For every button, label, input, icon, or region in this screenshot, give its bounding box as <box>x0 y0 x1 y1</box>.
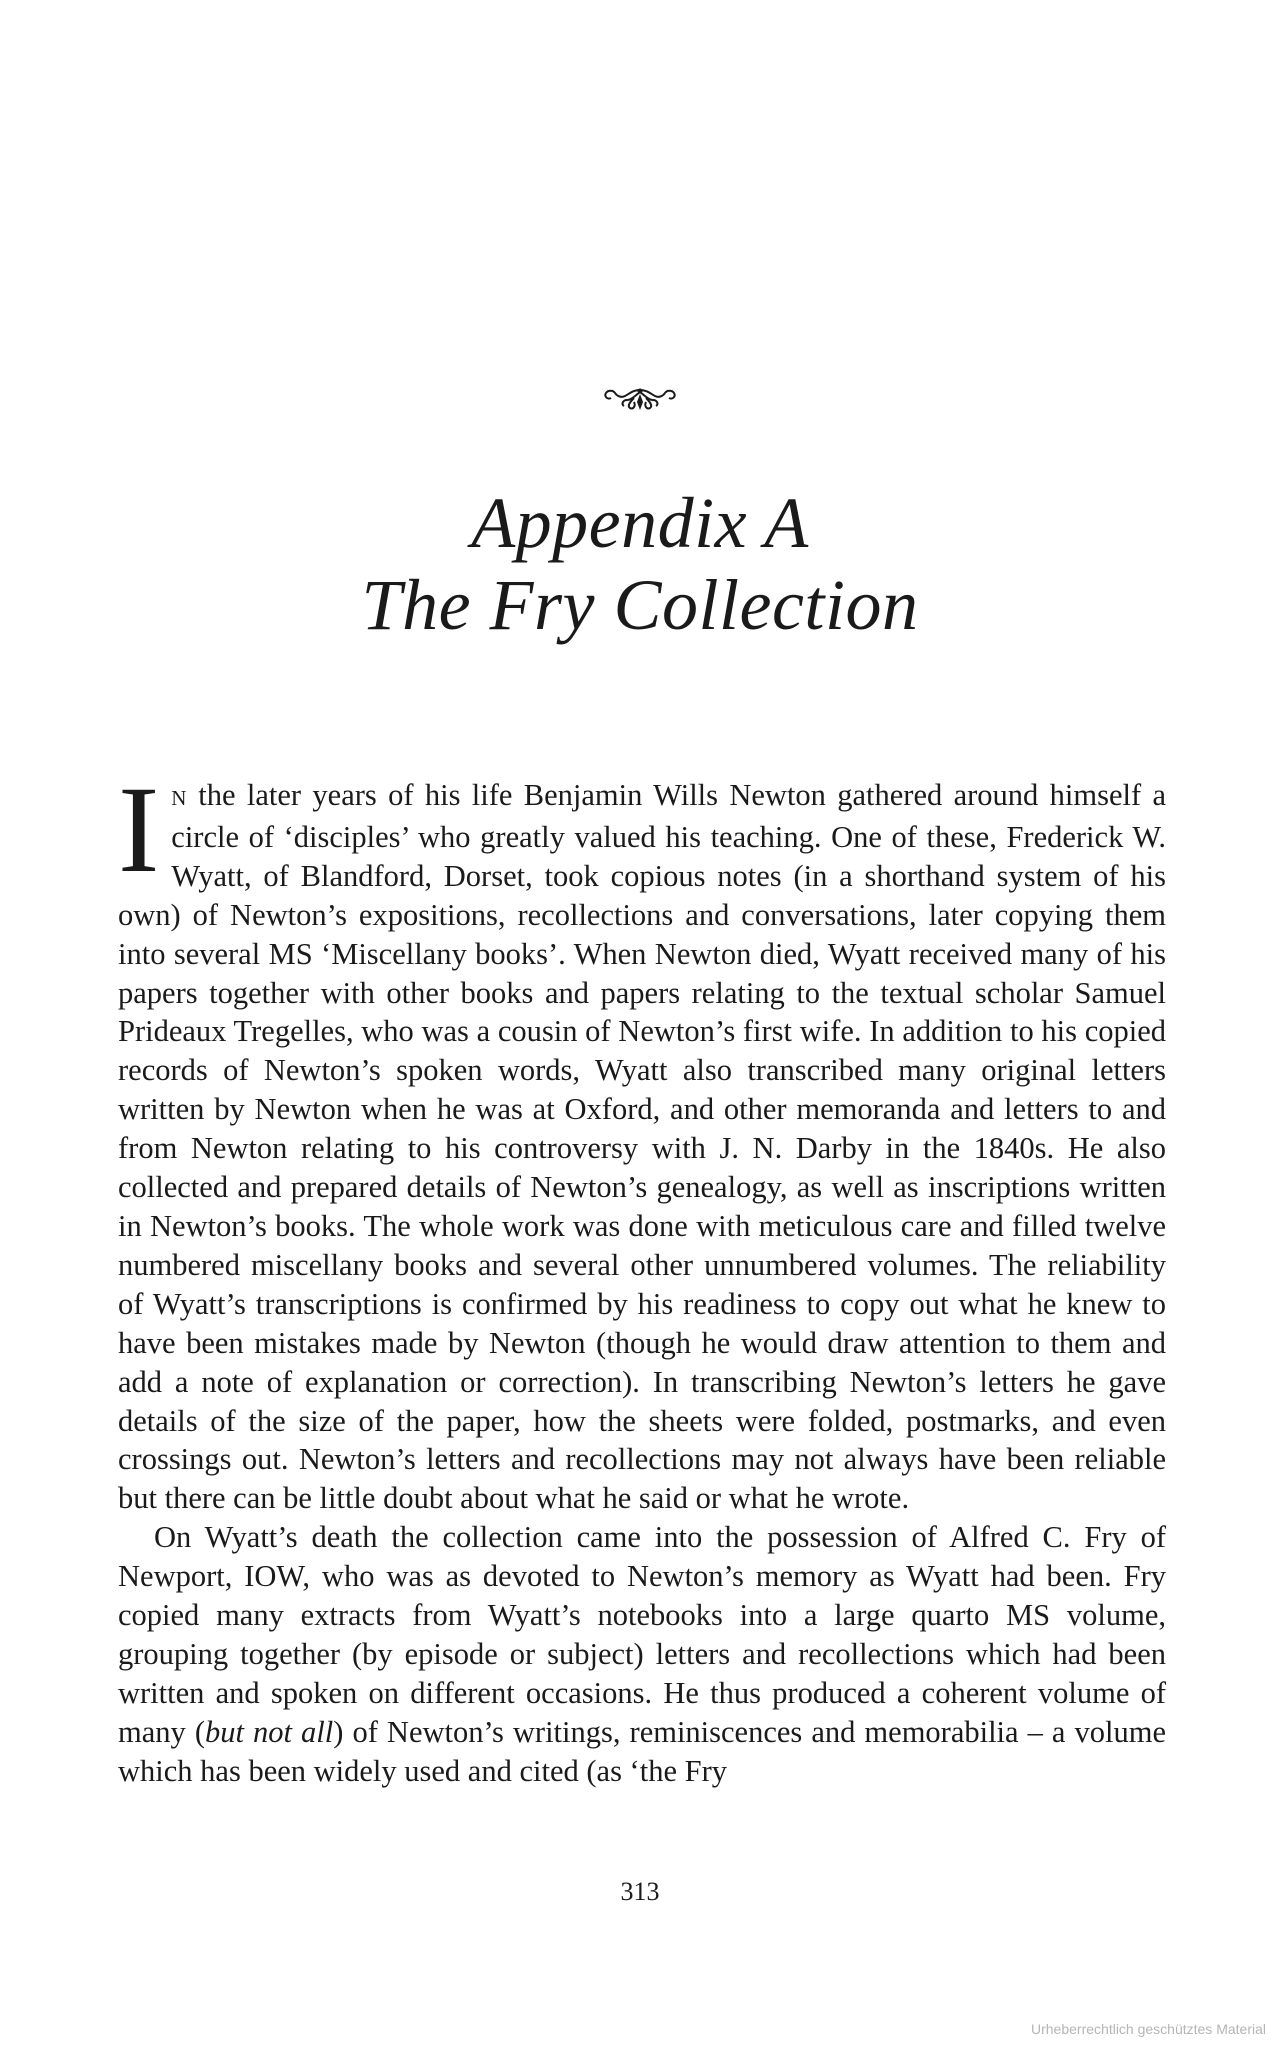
body-text <box>118 761 1167 1791</box>
paragraph-2-emphasis: but not all <box>204 1714 334 1749</box>
lead-smallcaps: N <box>171 786 187 810</box>
title-line-1: Appendix A <box>471 483 809 563</box>
paragraph-1 <box>118 761 1166 1518</box>
drop-cap: I <box>118 761 160 898</box>
chapter-ornament <box>0 386 1280 417</box>
copyright-watermark: Urheberrechtlich geschütztes Material <box>1031 2021 1266 2037</box>
page-number: 313 <box>620 1877 660 1906</box>
page-title <box>0 482 1280 646</box>
paragraph-2-text-before: On Wyatt’s death the collection came into the possession of Alfred C. Fry of Newport, IOW, who was as devoted to Newton’s memory as Wyatt had been. Fry copied many extracts from Wyatt’s notebooks into a large quarto MS volume, grouping together (by episode or subject) letters and recollections which had been written and spoken on different occasions. He thus produced a coherent volume of many ( <box>118 1520 1166 1749</box>
paragraph-1-text: the later years of his life Benjamin Wills Newton gathered around himself a circle of ‘disciples’ who greatly valued his teaching. One of these, Frederick W. Wyatt, of Blandford, Dorset, took copious notes (in a shorthand system of his own) of Newton’s expositions, recollections and conversations, later copying them into several MS ‘Miscellany books’. When Newton died, Wyatt received many of his papers together with other books and papers relating to the textual scholar Samuel Prideaux Tregelles, who was a cousin of Newton’s first wife. In addition to his copied records of Newton’s spoken words, Wyatt also transcribed many original letters written by Newton when he was at Oxford, and other memoranda and letters to and from Newton relating to his controversy with J. N. Darby in the 1840s. He also collected and prepared details of Newton’s genealogy, as well as inscriptions written in Newton’s books. The whole work was done with meticulous care and filled twelve numbered miscellany books and several other unnumbered volumes. The reliability of Wyatt’s transcriptions is confirmed by his readiness to copy out what he knew to have been mistakes made by Newton (though he would draw attention to them and add a note of explanation or correction). In transcribing Newton’s letters he gave details of the size of the paper, how the sheets were folded, postmarks, and even crossings out. Newton’s letters and recollections may not always have been reliable but there can be little doubt about what he said or what he wrote. <box>118 778 1166 1516</box>
fleuron-icon <box>597 386 683 412</box>
paragraph-2-text-after: ) of Newton’s writings, reminiscences and memorabilia – a volume which has been widely used and cited (as ‘the Fry <box>118 1714 1167 1788</box>
title-line-2: The Fry Collection <box>361 565 919 645</box>
paragraph-2 <box>118 1518 1166 1790</box>
